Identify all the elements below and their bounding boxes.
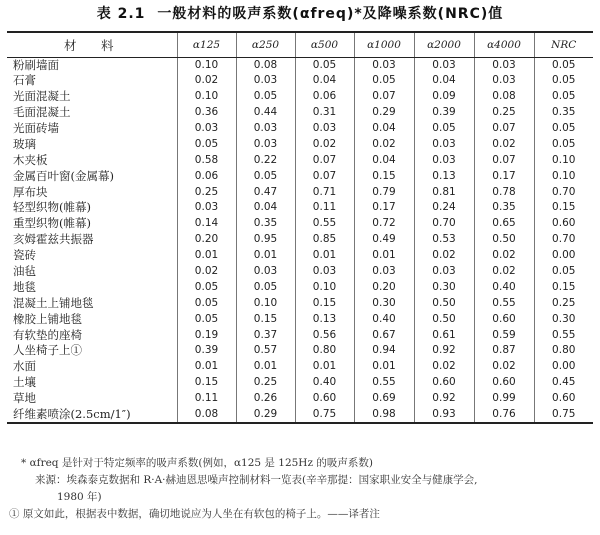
coefficient-cell: 0.15 [236, 311, 295, 327]
coefficient-cell: 0.07 [354, 89, 414, 105]
coefficient-cell: 0.05 [552, 74, 576, 87]
coefficient-cell: 0.55 [354, 375, 414, 391]
coefficient-cell: 0.15 [552, 280, 576, 293]
table-row [7, 216, 593, 232]
coefficient-cell: 0.57 [236, 343, 295, 359]
table-row [7, 248, 593, 264]
coefficient-cell: 0.39 [414, 105, 474, 121]
table-number: 表 2.1 [96, 6, 146, 22]
table-row [7, 105, 593, 121]
coefficient-cell: 0.36 [177, 105, 236, 121]
table-row [7, 168, 593, 184]
coefficient-cell: 0.04 [295, 73, 354, 89]
table-row [7, 232, 593, 248]
coefficient-cell: 0.17 [474, 168, 534, 184]
coefficient-cell: 0.02 [177, 73, 236, 89]
coefficient-cell: 0.20 [354, 279, 414, 295]
table-row [7, 295, 593, 311]
table-row [7, 407, 593, 423]
coefficient-cell: 0.60 [552, 392, 576, 405]
coefficient-cell: 0.60 [474, 311, 534, 327]
coefficient-cell: 0.92 [414, 343, 474, 359]
coefficient-cell: 0.02 [354, 136, 414, 152]
coefficient-cell: 0.02 [474, 264, 534, 280]
coefficient-cell: 0.05 [177, 295, 236, 311]
material-name: 人坐椅子上① [7, 343, 177, 359]
coefficient-cell: 0.02 [474, 136, 534, 152]
coefficient-cell: 0.05 [236, 279, 295, 295]
coefficient-cell: 0.07 [474, 121, 534, 137]
coefficient-cell: 0.60 [552, 217, 576, 230]
coefficient-cell: 0.17 [354, 200, 414, 216]
coefficient-cell: 0.61 [414, 327, 474, 343]
header-col-2: α250 [236, 32, 295, 57]
material-name: 粉刷墙面 [7, 57, 177, 73]
table-row [7, 57, 593, 73]
coefficient-cell: 0.55 [474, 295, 534, 311]
coefficient-cell: 0.03 [236, 121, 295, 137]
coefficient-cell: 0.04 [354, 121, 414, 137]
coefficient-cell: 0.40 [295, 375, 354, 391]
material-name: 橡胶上铺地毯 [7, 311, 177, 327]
coefficient-cell: 0.11 [177, 391, 236, 407]
table-row [7, 264, 593, 280]
coefficient-cell: 0.03 [414, 152, 474, 168]
coefficient-cell: 0.05 [177, 136, 236, 152]
coefficient-cell: 0.10 [552, 153, 576, 166]
coefficient-cell: 0.03 [474, 73, 534, 89]
material-name: 混凝土上铺地毯 [7, 295, 177, 311]
coefficient-cell: 0.35 [236, 216, 295, 232]
coefficient-cell: 0.87 [474, 343, 534, 359]
coefficient-cell: 0.03 [236, 264, 295, 280]
coefficient-cell: 0.03 [295, 264, 354, 280]
coefficient-cell: 0.40 [354, 311, 414, 327]
coefficient-cell: 0.30 [414, 279, 474, 295]
coefficient-cell: 0.03 [354, 264, 414, 280]
coefficient-cell: 0.00 [552, 360, 576, 373]
material-name: 亥姆霍兹共振器 [7, 232, 177, 248]
coefficient-cell: 0.05 [295, 57, 354, 73]
coefficient-cell: 0.60 [474, 375, 534, 391]
coefficient-cell: 0.50 [474, 232, 534, 248]
table-row [7, 184, 593, 200]
coefficient-cell: 0.10 [177, 57, 236, 73]
coefficient-cell: 0.02 [414, 248, 474, 264]
coefficient-cell: 0.07 [295, 152, 354, 168]
coefficient-cell: 0.14 [177, 216, 236, 232]
coefficient-cell: 0.35 [552, 106, 576, 119]
coefficient-cell: 0.94 [354, 343, 414, 359]
coefficient-cell: 0.13 [414, 168, 474, 184]
coefficient-cell: 0.70 [552, 185, 576, 198]
coefficient-cell: 0.81 [414, 184, 474, 200]
source-note: 来源：埃森泰克数据和 R·A·赫迪恩思噪声控制材料一览表(辛辛那提：国家职业安全与健康学会, [35, 474, 478, 486]
coefficient-cell: 0.04 [354, 152, 414, 168]
coefficient-cell: 0.35 [474, 200, 534, 216]
coefficient-cell: 0.80 [295, 343, 354, 359]
coefficient-cell: 0.31 [295, 105, 354, 121]
coefficient-cell: 0.03 [177, 121, 236, 137]
coefficient-cell: 0.07 [295, 168, 354, 184]
coefficient-cell: 0.53 [414, 232, 474, 248]
coefficient-cell: 0.01 [295, 359, 354, 375]
footnotes [7, 455, 593, 523]
coefficient-cell: 0.58 [177, 152, 236, 168]
material-name: 光面砖墙 [7, 121, 177, 137]
coefficient-cell: 0.03 [414, 264, 474, 280]
coefficient-cell: 0.50 [414, 295, 474, 311]
coefficient-cell: 0.01 [354, 248, 414, 264]
coefficient-cell: 0.04 [236, 200, 295, 216]
coefficient-cell: 0.03 [354, 57, 414, 73]
table-row [7, 200, 593, 216]
coefficient-cell: 0.69 [354, 391, 414, 407]
coefficient-cell: 0.79 [354, 184, 414, 200]
table-row [7, 327, 593, 343]
coefficient-cell: 0.04 [414, 73, 474, 89]
table-header-row [7, 32, 593, 57]
coefficient-cell: 0.05 [552, 90, 576, 103]
coefficient-cell: 0.59 [474, 327, 534, 343]
coefficient-cell: 0.05 [177, 279, 236, 295]
coefficient-cell: 0.13 [295, 311, 354, 327]
coefficient-cell: 0.01 [177, 248, 236, 264]
header-col-6: α4000 [474, 32, 534, 57]
table-title [0, 3, 600, 23]
table-row [7, 391, 593, 407]
coefficient-cell: 0.10 [177, 89, 236, 105]
coefficient-cell: 0.26 [236, 391, 295, 407]
coefficient-cell: 0.25 [177, 184, 236, 200]
coefficient-cell: 0.11 [295, 200, 354, 216]
coefficient-cell: 0.44 [236, 105, 295, 121]
coefficient-cell: 0.25 [236, 375, 295, 391]
coefficient-cell: 0.60 [414, 375, 474, 391]
coefficient-cell: 0.15 [552, 201, 576, 214]
source-note-continued: 1980 年) [57, 491, 102, 503]
coefficient-cell: 0.02 [474, 359, 534, 375]
coefficient-cell: 0.70 [552, 233, 576, 246]
coefficient-cell: 0.72 [354, 216, 414, 232]
coefficient-cell: 0.24 [414, 200, 474, 216]
coefficient-cell: 0.05 [552, 58, 576, 71]
coefficient-cell: 0.08 [236, 57, 295, 73]
coefficient-cell: 0.03 [474, 57, 534, 73]
coefficient-cell: 0.29 [354, 105, 414, 121]
header-col-5: α2000 [414, 32, 474, 57]
coefficient-cell: 0.07 [474, 152, 534, 168]
coefficient-cell: 0.10 [552, 169, 576, 182]
coefficient-cell: 0.93 [414, 407, 474, 423]
material-name: 草地 [7, 391, 177, 407]
material-name: 光面混凝土 [7, 89, 177, 105]
coefficient-cell: 0.05 [177, 311, 236, 327]
coefficient-cell: 0.22 [236, 152, 295, 168]
table-row [7, 136, 593, 152]
table-body [7, 57, 593, 423]
coefficient-cell: 0.05 [414, 121, 474, 137]
coefficient-cell: 0.99 [474, 391, 534, 407]
coefficient-cell: 0.60 [295, 391, 354, 407]
material-name: 玻璃 [7, 136, 177, 152]
coefficient-cell: 0.45 [552, 376, 576, 389]
coefficient-cell: 0.10 [295, 279, 354, 295]
material-name: 水面 [7, 359, 177, 375]
coefficient-cell: 0.75 [295, 407, 354, 423]
coefficient-cell: 0.75 [534, 407, 593, 423]
table-row [7, 375, 593, 391]
coefficient-cell: 0.76 [474, 407, 534, 423]
material-name: 木夹板 [7, 152, 177, 168]
coefficient-cell: 0.30 [552, 312, 576, 325]
coefficient-cell: 0.67 [354, 327, 414, 343]
coefficient-cell: 0.05 [236, 168, 295, 184]
material-name: 瓷砖 [7, 248, 177, 264]
coefficient-cell: 0.47 [236, 184, 295, 200]
header-col-1: α125 [177, 32, 236, 57]
coefficient-cell: 0.02 [177, 264, 236, 280]
coefficient-cell: 0.00 [552, 249, 576, 262]
material-name: 轻型织物(帷幕) [7, 200, 177, 216]
coefficient-cell: 0.15 [354, 168, 414, 184]
material-name: 土壤 [7, 375, 177, 391]
coefficient-cell: 0.01 [236, 359, 295, 375]
coefficient-cell: 0.55 [552, 328, 576, 341]
coefficient-cell: 0.05 [236, 89, 295, 105]
coefficient-cell: 0.85 [295, 232, 354, 248]
material-name: 毛面混凝土 [7, 105, 177, 121]
coefficient-cell: 0.03 [295, 121, 354, 137]
coefficient-cell: 0.01 [177, 359, 236, 375]
coefficient-cell: 0.29 [236, 407, 295, 423]
coefficient-cell: 0.80 [552, 344, 576, 357]
coefficient-cell: 0.08 [177, 407, 236, 423]
coefficient-cell: 0.56 [295, 327, 354, 343]
material-name: 有软垫的座椅 [7, 327, 177, 343]
header-material: 材 料 [7, 32, 177, 57]
coefficient-cell: 0.03 [236, 136, 295, 152]
absorption-table [7, 31, 593, 424]
coefficient-cell: 0.15 [295, 295, 354, 311]
coefficient-cell: 0.02 [414, 359, 474, 375]
header-col-3: α500 [295, 32, 354, 57]
coefficient-cell: 0.65 [474, 216, 534, 232]
table-row [7, 89, 593, 105]
coefficient-cell: 0.05 [552, 122, 576, 134]
asterisk-note: * αfreq 是针对于特定频率的吸声系数(例如，α125 是 125Hz 的吸声系数) [21, 457, 373, 469]
coefficient-cell: 0.08 [474, 89, 534, 105]
coefficient-cell: 0.92 [414, 391, 474, 407]
table-row [7, 73, 593, 89]
coefficient-cell: 0.03 [177, 200, 236, 216]
coefficient-cell: 0.49 [354, 232, 414, 248]
coefficient-cell: 0.25 [552, 296, 576, 309]
coefficient-cell: 0.20 [177, 232, 236, 248]
header-col-4: α1000 [354, 32, 414, 57]
coefficient-cell: 0.03 [414, 136, 474, 152]
table-row [7, 311, 593, 327]
coefficient-cell: 0.05 [552, 137, 576, 150]
coefficient-cell: 0.70 [414, 216, 474, 232]
coefficient-cell: 0.03 [236, 73, 295, 89]
table-row [7, 279, 593, 295]
coefficient-cell: 0.06 [177, 168, 236, 184]
coefficient-cell: 0.03 [414, 57, 474, 73]
coefficient-cell: 0.55 [295, 216, 354, 232]
material-name: 金属百叶窗(金属幕) [7, 168, 177, 184]
table-row [7, 343, 593, 359]
material-name: 纤维素喷涂(2.5cm/1″) [7, 407, 177, 423]
header-col-7: NRC [534, 32, 593, 57]
coefficient-cell: 0.09 [414, 89, 474, 105]
table-row [7, 152, 593, 168]
material-name: 重型织物(帷幕) [7, 216, 177, 232]
table-caption: 一般材料的吸声系数(αfreq)*及降噪系数(NRC)值 [157, 6, 504, 22]
coefficient-cell: 0.71 [295, 184, 354, 200]
coefficient-cell: 0.06 [295, 89, 354, 105]
coefficient-cell: 0.05 [354, 73, 414, 89]
coefficient-cell: 0.02 [474, 248, 534, 264]
coefficient-cell: 0.37 [236, 327, 295, 343]
coefficient-cell: 0.02 [295, 136, 354, 152]
coefficient-cell: 0.05 [552, 265, 576, 278]
coefficient-cell: 0.10 [236, 295, 295, 311]
material-name: 地毯 [7, 279, 177, 295]
material-name: 油毡 [7, 264, 177, 280]
coefficient-cell: 0.01 [236, 248, 295, 264]
coefficient-cell: 0.25 [474, 105, 534, 121]
coefficient-cell: 0.39 [177, 343, 236, 359]
coefficient-cell: 0.19 [177, 327, 236, 343]
table-row [7, 359, 593, 375]
coefficient-cell: 0.98 [354, 407, 414, 423]
coefficient-cell: 0.95 [236, 232, 295, 248]
coefficient-cell: 0.50 [414, 311, 474, 327]
coefficient-cell: 0.15 [177, 375, 236, 391]
coefficient-cell: 0.30 [354, 295, 414, 311]
coefficient-cell: 0.01 [295, 248, 354, 264]
material-name: 厚布块 [7, 184, 177, 200]
table-row [7, 121, 593, 137]
coefficient-cell: 0.01 [354, 359, 414, 375]
coefficient-cell: 0.40 [474, 279, 534, 295]
translator-note: ① 原文如此，根据表中数据，确切地说应为人坐在有软包的椅子上。——译者注 [9, 508, 380, 520]
material-name: 石膏 [7, 73, 177, 89]
coefficient-cell: 0.78 [474, 184, 534, 200]
